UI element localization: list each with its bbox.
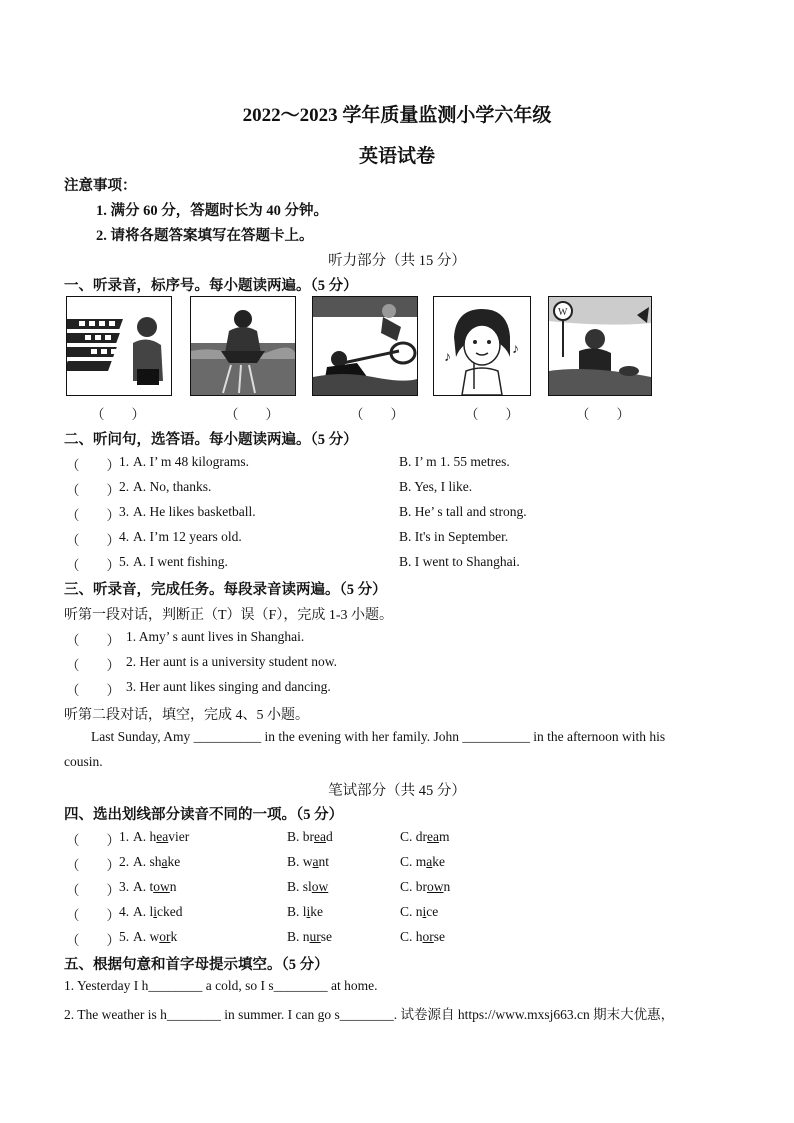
answer-paren[interactable]: （ ） — [350, 407, 404, 422]
tf-item: 1. Amy’ s aunt lives in Shanghai. — [126, 629, 305, 644]
tf-item: 3. Her aunt likes singing and dancing. — [126, 679, 331, 694]
option-b: B. I went to Shanghai. — [399, 554, 520, 569]
kid-lake-picture — [312, 296, 418, 396]
option-c: C. brown — [400, 879, 451, 894]
question-number: 5. — [119, 929, 130, 944]
section-3-intro-2: 听第二段对话，填空，完成 4、5 小题。 — [64, 708, 309, 723]
note-item: 1. 满分 60 分，答题时长为 40 分钟。 — [96, 203, 328, 219]
note-item: 2. 请将各题答案填写在答题卡上。 — [96, 228, 314, 244]
option-b: B. He’ s tall and strong. — [399, 504, 527, 519]
answer-paren[interactable]: （ ） — [66, 458, 120, 473]
exam-title: 2022～2023 学年质量监测小学六年级 — [242, 105, 552, 126]
option-a: A. heavier — [133, 829, 190, 844]
option-c: C. horse — [400, 929, 446, 944]
answer-paren[interactable]: （ ） — [91, 407, 145, 422]
swimmer-boat-picture — [190, 296, 296, 396]
option-b: B. nurse — [287, 929, 333, 944]
question-number: 4. — [119, 904, 130, 919]
option-b: B. bread — [287, 829, 333, 844]
answer-paren[interactable]: （ ） — [66, 858, 120, 873]
option-b: B. I’ m 1. 55 metres. — [399, 454, 510, 469]
option-c: C. nice — [400, 904, 439, 919]
exam-subtitle: 英语试卷 — [358, 146, 435, 167]
question-number: 3. — [119, 504, 130, 519]
answer-paren[interactable]: （ ） — [66, 633, 120, 648]
option-a: A. I’m 12 years old. — [133, 529, 242, 544]
option-a: A. He likes basketball. — [133, 504, 256, 519]
music-girl-picture — [433, 296, 531, 396]
question-number: 1. — [119, 454, 130, 469]
question-number: 3. — [119, 879, 130, 894]
svg-text:♪: ♪ — [512, 342, 519, 357]
answer-paren[interactable]: （ ） — [66, 483, 120, 498]
answer-paren[interactable]: （ ） — [576, 407, 630, 422]
option-c: C. dream — [400, 829, 450, 844]
section-4-title: 四、选出划线部分读音不同的一项。（5 分） — [64, 807, 344, 823]
section-3-intro-1: 听第一段对话，判断正（T）误（F），完成 1-3 小题。 — [64, 608, 393, 623]
answer-paren[interactable]: （ ） — [66, 933, 120, 948]
answer-paren[interactable]: （ ） — [66, 908, 120, 923]
svg-text:W: W — [558, 307, 568, 318]
question-number: 2. — [119, 854, 130, 869]
option-a: A. I went fishing. — [133, 554, 228, 569]
answer-paren[interactable]: （ ） — [66, 683, 120, 698]
answer-paren[interactable]: （ ） — [66, 833, 120, 848]
option-a: A. town — [133, 879, 177, 894]
option-a: A. shake — [133, 854, 181, 869]
option-b: B. like — [287, 904, 324, 919]
section-1-title: 一、听录音，标序号。每小题读两遍。（5 分） — [64, 278, 358, 294]
option-b: B. Yes, I like. — [399, 479, 473, 494]
fill-passage: Last Sunday, Amy __________ in the evening with her family. John __________ in the afternoon with his — [91, 729, 666, 744]
svg-text:♪: ♪ — [444, 350, 451, 365]
tf-item: 2. Her aunt is a university student now. — [126, 654, 337, 669]
fill-sentence: 2. The weather is h________ in summer. I can go s________. 试卷源自 https://www.mxsj663.cn 期末大优惠， — [64, 1007, 675, 1022]
option-c: C. make — [400, 854, 446, 869]
question-number: 4. — [119, 529, 130, 544]
answer-paren[interactable]: （ ） — [66, 883, 120, 898]
option-b: B. want — [287, 854, 330, 869]
listening-part-title: 听力部分（共 15 分） — [328, 253, 466, 269]
option-b: B. It's in September. — [399, 529, 509, 544]
answer-paren[interactable]: （ ） — [66, 533, 120, 548]
answer-paren[interactable]: （ ） — [225, 407, 279, 422]
section-5-title: 五、根据句意和首字母提示填空。（5 分） — [64, 957, 329, 973]
question-number: 5. — [119, 554, 130, 569]
answer-paren[interactable]: （ ） — [66, 658, 120, 673]
option-a: A. work — [133, 929, 178, 944]
fill-sentence: 1. Yesterday I h________ a cold, so I s________ at home. — [64, 978, 378, 993]
answer-paren[interactable]: （ ） — [66, 558, 120, 573]
option-a: A. I’ m 48 kilograms. — [133, 454, 249, 469]
fill-passage: cousin. — [64, 754, 103, 769]
notes-label: 注意事项： — [64, 178, 137, 194]
answer-paren[interactable]: （ ） — [465, 407, 519, 422]
option-a: A. No, thanks. — [133, 479, 212, 494]
answer-paren[interactable]: （ ） — [66, 508, 120, 523]
written-part-title: 笔试部分（共 45 分） — [328, 783, 466, 799]
section-2-title: 二、听问句，选答语。每小题读两遍。（5 分） — [64, 432, 358, 448]
question-number: 1. — [119, 829, 130, 844]
kid-flag-picture — [548, 296, 652, 396]
computer-kid-picture — [66, 296, 172, 396]
option-a: A. licked — [133, 904, 183, 919]
question-number: 2. — [119, 479, 130, 494]
option-b: B. slow — [287, 879, 329, 894]
section-3-title: 三、听录音，完成任务。每段录音读两遍。（5 分） — [64, 582, 387, 598]
